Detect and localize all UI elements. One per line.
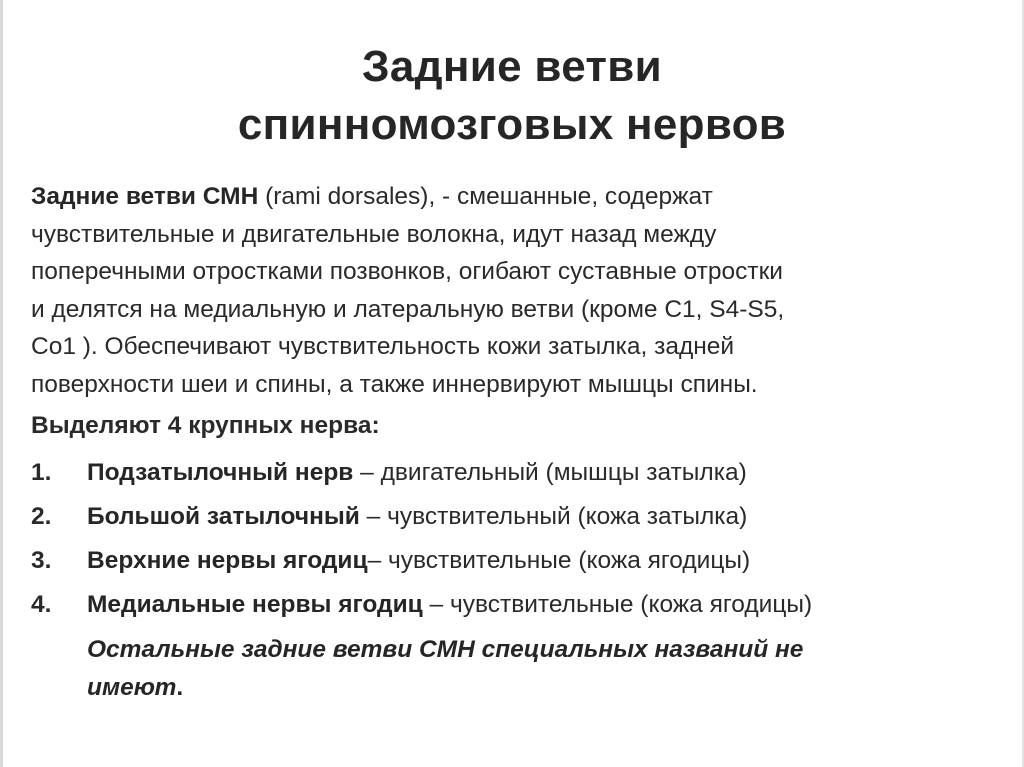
list-item bbox=[31, 451, 1006, 495]
list-item bbox=[31, 583, 1006, 627]
nerve-name: Медиальные нервы ягодиц bbox=[87, 590, 423, 618]
closing-note-period: . bbox=[176, 673, 184, 701]
closing-note-line-2 bbox=[87, 669, 1006, 707]
intro-bold-lead: Задние ветви СМН bbox=[31, 183, 259, 210]
list-item bbox=[31, 539, 1006, 583]
nerve-name: Большой затылочный bbox=[87, 502, 360, 530]
subheading: Выделяют 4 крупных нерва: bbox=[31, 412, 380, 439]
list-item-number: 3. bbox=[31, 546, 52, 574]
closing-note-line-1: Остальные задние ветви СМН специальных названий не bbox=[87, 635, 804, 663]
nerve-description: – двигательный (мышцы затылка) bbox=[353, 458, 747, 486]
intro-line-3: поперечными отростками позвонков, огибают суставные отростки bbox=[31, 258, 783, 285]
intro-line-4: и делятся на медиальную и латеральную ветви (кроме C1, S4-S5, bbox=[31, 295, 785, 323]
slide-title-line-1: Задние ветви bbox=[362, 42, 662, 91]
slide-title-line-2: спинномозговых нервов bbox=[237, 100, 787, 149]
closing-note bbox=[31, 631, 1006, 707]
list-item-number: 4. bbox=[31, 590, 52, 618]
list-item-number: 1. bbox=[31, 458, 52, 486]
nerve-list bbox=[31, 451, 1006, 627]
closing-note-bold-word: имеют bbox=[87, 673, 177, 701]
intro-line-5: Co1 ). Обеспечивают чувствительность кожи затылка, задней bbox=[31, 333, 735, 360]
nerve-name: Подзатылочный нерв bbox=[87, 458, 354, 486]
nerve-description: – чувствительный (кожа затылка) bbox=[359, 502, 748, 530]
nerve-description: – чувствительные (кожа ягодицы) bbox=[367, 546, 751, 574]
list-item bbox=[31, 495, 1006, 539]
slide-body bbox=[31, 178, 1006, 707]
nerve-name: Верхние нервы ягодиц bbox=[87, 546, 368, 574]
slide-title bbox=[0, 38, 1024, 154]
nerve-description: – чувствительные (кожа ягодицы) bbox=[422, 590, 813, 618]
intro-paragraph bbox=[31, 178, 1006, 403]
intro-line-1-rest: (rami dorsales), - смешанные, содержат bbox=[258, 183, 713, 210]
intro-line-6: поверхности шеи и спины, а также иннервируют мышцы спины. bbox=[31, 370, 758, 398]
intro-line-1 bbox=[31, 178, 1006, 216]
intro-line-2: чувствительные и двигательные волокна, идут назад между bbox=[31, 220, 717, 248]
list-item-number: 2. bbox=[31, 502, 52, 530]
